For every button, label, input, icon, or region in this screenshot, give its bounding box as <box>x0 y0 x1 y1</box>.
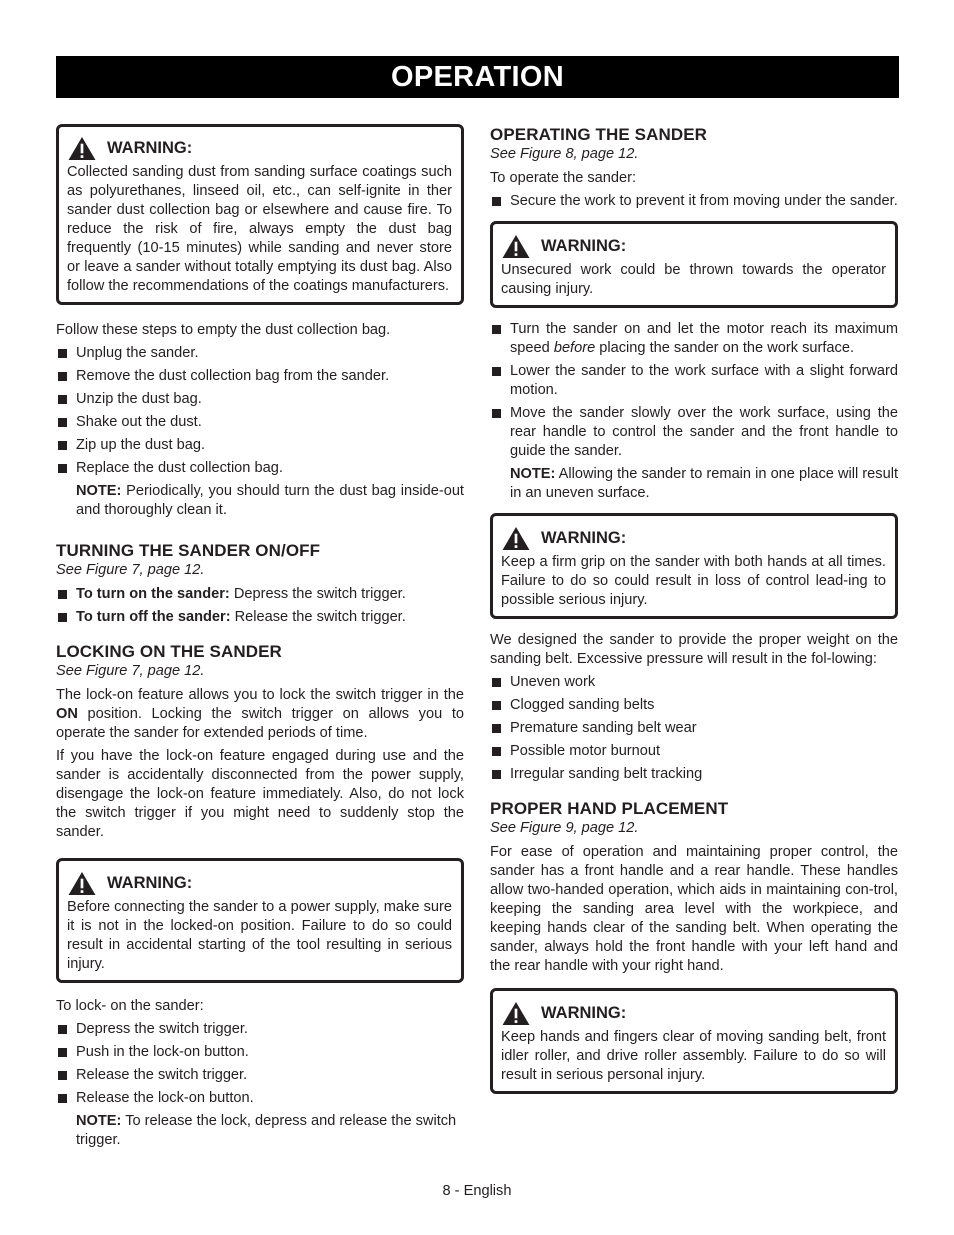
lock-on-intro: To lock- on the sander: <box>56 998 204 1014</box>
list-item <box>56 585 464 604</box>
step-text: Depress the switch trigger. <box>229 586 406 602</box>
pressure-results <box>490 673 898 784</box>
warning-text: Keep hands and fingers clear of moving sanding belt, front idler roller, and drive roller assembly. Failure to do so will result in serious personal injury. <box>501 1029 886 1083</box>
turning-section <box>56 540 464 627</box>
warning-title: WARNING: <box>541 237 627 255</box>
warning-box <box>56 858 464 983</box>
note-label: NOTE: <box>76 1113 122 1129</box>
list-item <box>490 320 898 358</box>
warning-triangle-icon <box>67 871 97 896</box>
section-heading: LOCKING ON THE SANDER <box>56 642 282 661</box>
warning-box <box>56 124 464 305</box>
paragraph: For ease of operation and maintaining proper control, the sander has a front handle and a rear handle. These handles allow two-handed operation, which aids in maintaining con-trol, keeping the sanding area level with the workpiece, and keeping hands clear of the sanding belt. When operating the sander, always hold the front handle with your left hand and the rear handle with your right hand. <box>490 844 898 974</box>
empty-bag-note <box>56 482 464 520</box>
text-run-bold: ON <box>56 706 78 722</box>
lock-on-note <box>56 1112 464 1150</box>
note-text: To release the lock, depress and release the switch trigger. <box>76 1113 457 1148</box>
paragraph <box>56 686 464 743</box>
page-title: OPERATION <box>56 56 899 98</box>
warning-text: Collected sanding dust from sanding surface coatings such as polyurethanes, linseed oil, etc., can self-ignite in ther sander dust collection bag or elsewhere and cause fire. To reduce the risk of fire, always empty the dust bag frequently (10-15 minutes) while sanding and never store or leave a sander without totally emptying its dust bag. Also follow the recommendations of the coatings manufacturers. <box>67 164 452 294</box>
paragraph: If you have the lock-on feature engaged during use and the sander is accidentally disconnected from the power supply, disengage the lock-on feature immediately. Also, do not lock the switch trigger if you might need to suddenly stop the sander. <box>56 748 464 840</box>
warning-text: Before connecting the sander to a power supply, make sure it is not in the locked-on position. Failure to do so could result in accidental starting of the tool resulting in serious injury. <box>67 899 452 972</box>
list-item: Replace the dust collection bag. <box>56 459 464 478</box>
list-item: Unzip the dust bag. <box>56 390 464 409</box>
warning-triangle-icon <box>67 136 97 161</box>
list-item: Zip up the dust bag. <box>56 436 464 455</box>
page-footer: 8 - English <box>442 1183 512 1199</box>
right-column <box>490 124 898 1106</box>
figure-reference: See Figure 8, page 12. <box>490 146 639 162</box>
list-item: Move the sander slowly over the work surface, using the rear handle to control the sander and the front handle to guide the sander. <box>490 404 898 461</box>
text-run-italic: before <box>553 340 596 356</box>
note-text: Periodically, you should turn the dust bag inside-out and thoroughly clean it. <box>76 483 464 518</box>
section-heading: PROPER HAND PLACEMENT <box>490 799 729 818</box>
note-label: NOTE: <box>76 483 122 499</box>
list-item: Unplug the sander. <box>56 344 464 363</box>
text-run: placing the sander on the work surface. <box>595 340 855 356</box>
text-run: Turn the sander on and let the motor reach its maximum speed <box>510 321 898 356</box>
hand-placement-section <box>490 798 898 976</box>
figure-reference: See Figure 9, page 12. <box>490 820 639 836</box>
list-item: Premature sanding belt wear <box>490 719 898 738</box>
warning-header <box>67 136 452 161</box>
locking-section <box>56 641 464 842</box>
warning-header <box>501 1001 886 1026</box>
warning-box <box>490 513 898 619</box>
warning-title: WARNING: <box>541 529 627 547</box>
warning-title: WARNING: <box>541 1004 627 1022</box>
list-item <box>56 608 464 627</box>
step-label: To turn on the sander: <box>76 586 230 602</box>
warning-text: Unsecured work could be thrown towards the operator causing injury. <box>501 262 886 297</box>
list-item: Depress the switch trigger. <box>56 1020 464 1039</box>
figure-reference: See Figure 7, page 12. <box>56 562 205 578</box>
list-item: Shake out the dust. <box>56 413 464 432</box>
empty-bag-intro: Follow these steps to empty the dust collection bag. <box>56 322 391 338</box>
lock-on-steps <box>56 1020 464 1108</box>
list-item: Secure the work to prevent it from moving under the sander. <box>490 192 898 211</box>
warning-header <box>67 871 452 896</box>
warning-title: WARNING: <box>107 139 193 157</box>
figure-reference: See Figure 7, page 12. <box>56 663 205 679</box>
left-column <box>56 124 464 1154</box>
step-text: Release the switch trigger. <box>230 609 406 625</box>
list-item: Release the switch trigger. <box>56 1066 464 1085</box>
step-label: To turn off the sander: <box>76 609 231 625</box>
operating-steps <box>490 192 898 211</box>
warning-triangle-icon <box>501 526 531 551</box>
paragraph: We designed the sander to provide the proper weight on the sanding belt. Excessive pressure will result in the fol-lowing: <box>490 632 898 667</box>
empty-bag-steps <box>56 344 464 478</box>
warning-header <box>501 526 886 551</box>
operating-intro: To operate the sander: <box>490 170 637 186</box>
section-heading: OPERATING THE SANDER <box>490 125 708 144</box>
list-item: Remove the dust collection bag from the sander. <box>56 367 464 386</box>
turning-steps <box>56 585 464 627</box>
operating-note <box>490 465 898 503</box>
list-item: Irregular sanding belt tracking <box>490 765 898 784</box>
list-item: Uneven work <box>490 673 898 692</box>
list-item: Possible motor burnout <box>490 742 898 761</box>
warning-title: WARNING: <box>107 874 193 892</box>
list-item: Push in the lock-on button. <box>56 1043 464 1062</box>
warning-box <box>490 221 898 308</box>
list-item: Clogged sanding belts <box>490 696 898 715</box>
text-run: The lock-on feature allows you to lock the switch trigger in the <box>56 687 464 703</box>
warning-header <box>501 234 886 259</box>
text-run: position. Locking the switch trigger on allows you to operate the sander for extended periods of time. <box>56 706 464 741</box>
note-label: NOTE: <box>510 466 556 482</box>
section-heading: TURNING THE SANDER ON/OFF <box>56 541 321 560</box>
operating-steps-continued <box>490 320 898 461</box>
warning-text: Keep a firm grip on the sander with both hands at all times. Failure to do so could result in loss of control lead-ing to possible serious injury. <box>501 554 886 608</box>
list-item: Lower the sander to the work surface with a slight forward motion. <box>490 362 898 400</box>
note-text: Allowing the sander to remain in one place will result in an uneven surface. <box>510 466 898 501</box>
warning-triangle-icon <box>501 234 531 259</box>
warning-box <box>490 988 898 1094</box>
list-item: Release the lock-on button. <box>56 1089 464 1108</box>
warning-triangle-icon <box>501 1001 531 1026</box>
